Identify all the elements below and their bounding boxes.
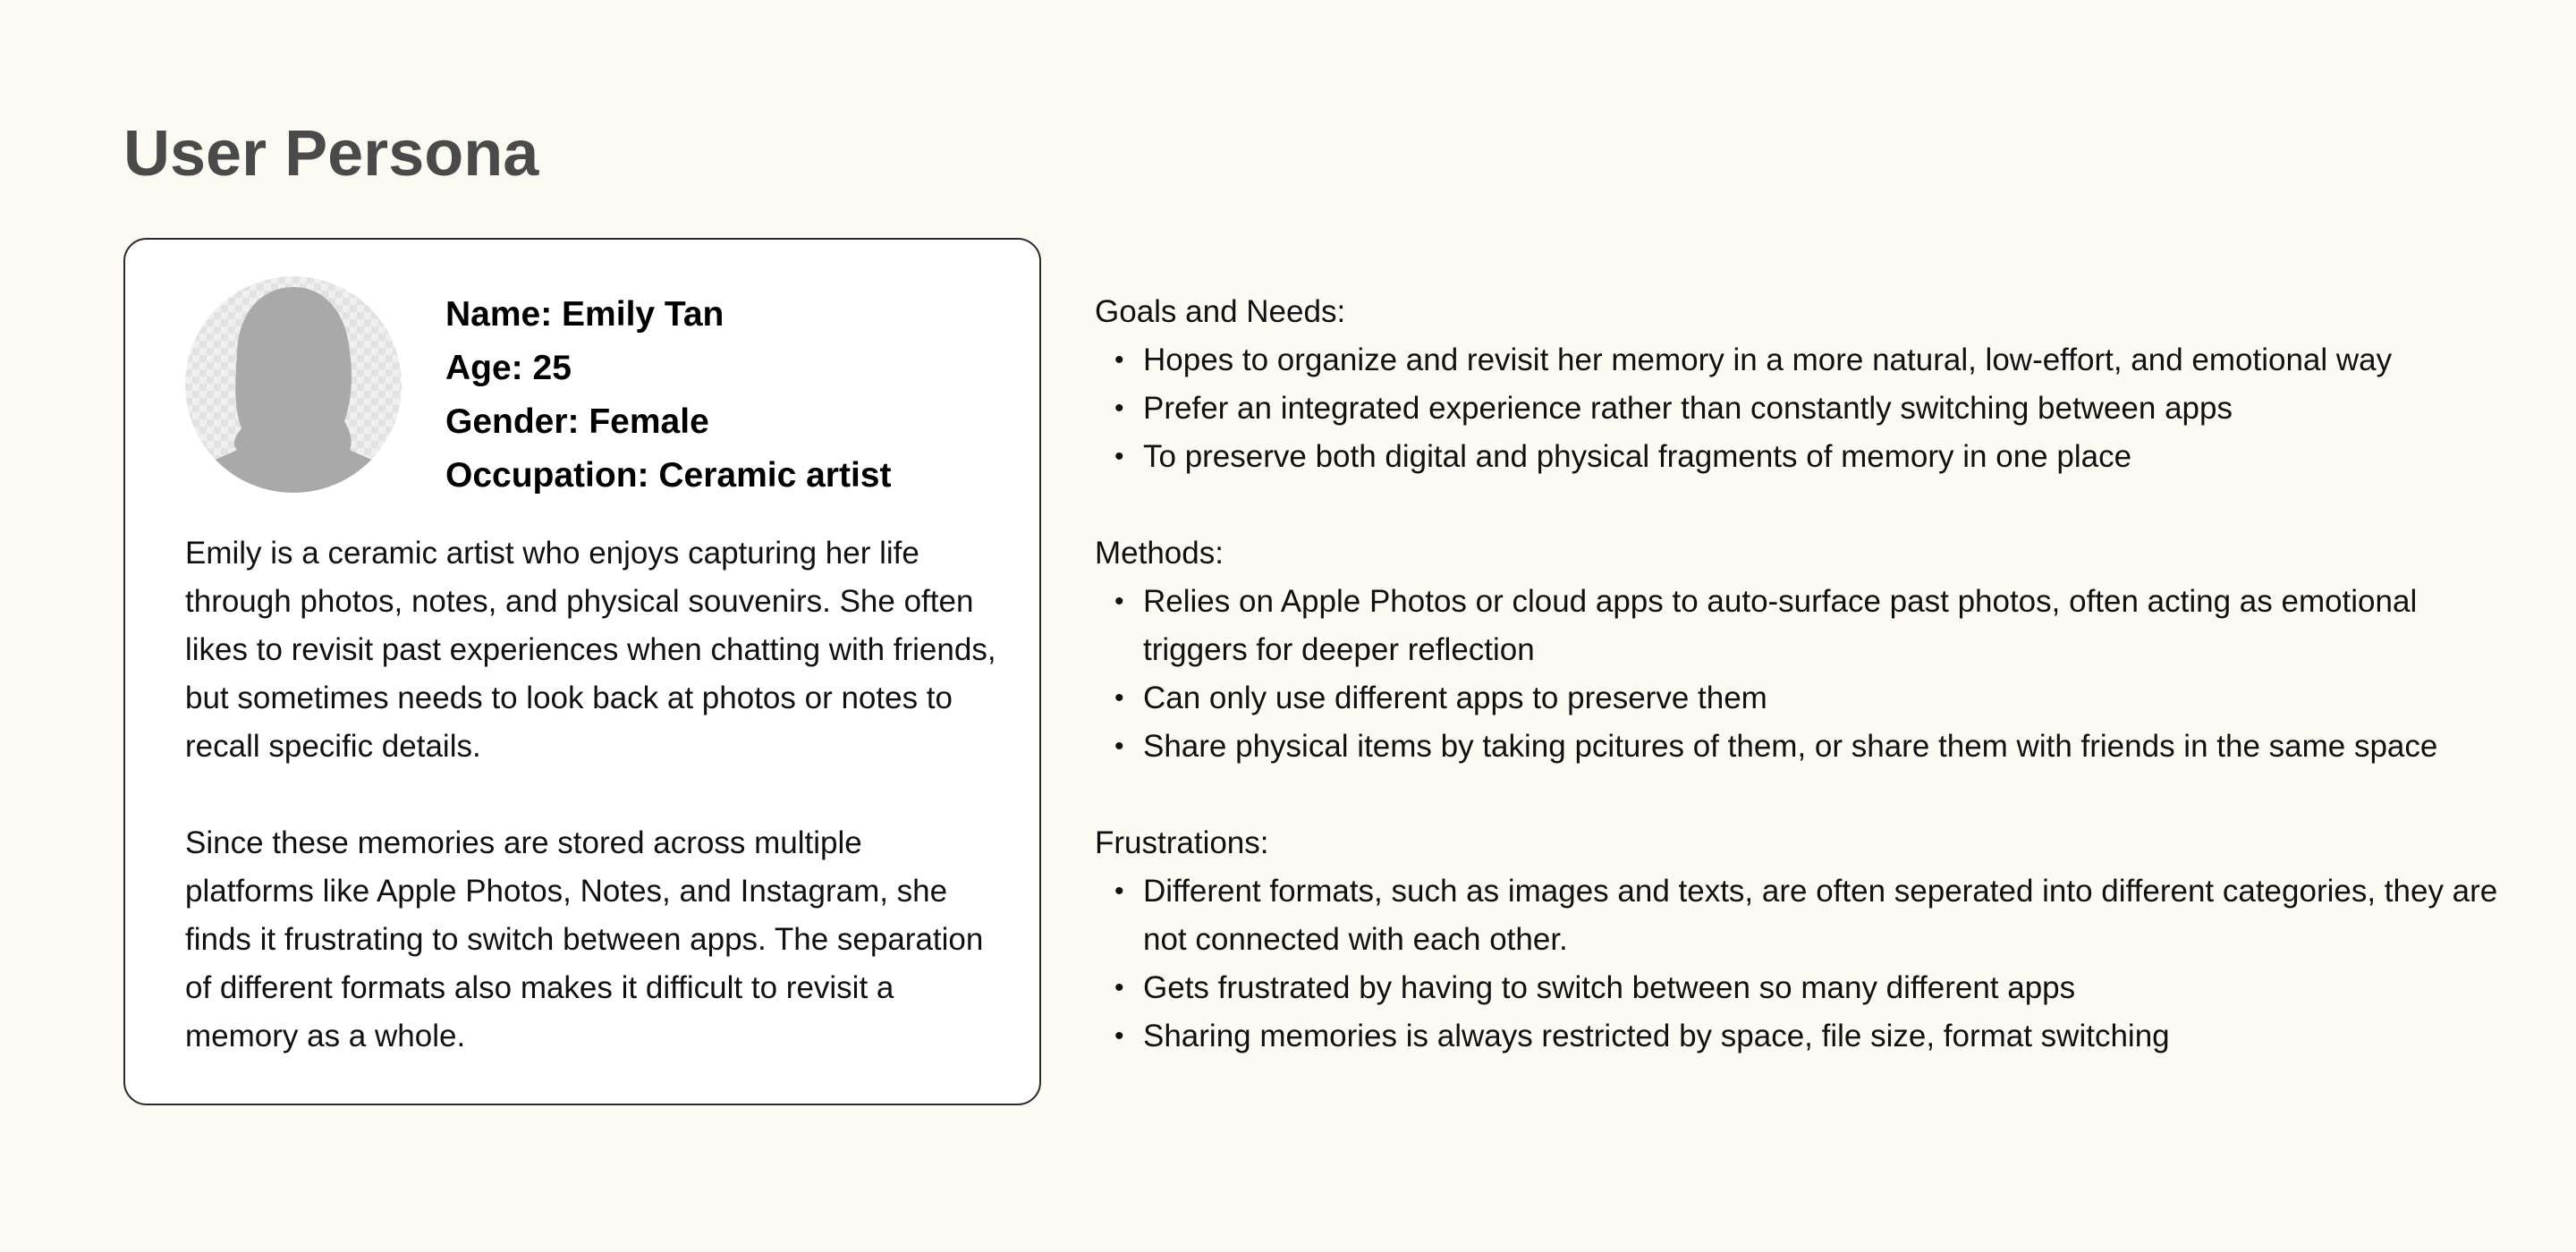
list-item <box>1095 1012 2508 1061</box>
bullet-icon: • <box>1114 393 1124 423</box>
persona-gender: Gender: Female <box>445 402 709 441</box>
list-item-text: Share physical items by taking pcitures of them, or share them with friends in the same space <box>1143 729 2438 764</box>
list-item <box>1095 723 2508 771</box>
bullet-icon: • <box>1114 973 1124 1002</box>
section-heading: Goals and Needs: <box>1095 294 1346 329</box>
persona-name: Name: Emily Tan <box>445 295 724 334</box>
persona-card <box>123 238 1041 1105</box>
section-heading: Methods: <box>1095 536 1224 571</box>
person-silhouette-icon <box>185 276 402 493</box>
list-item-text: Hopes to organize and revisit her memory in a more natural, low-effort, and emotional way <box>1143 343 2393 377</box>
list-item-text: Relies on Apple Photos or cloud apps to auto-surface past photos, often acting as emotional triggers for deeper reflection <box>1143 584 2418 667</box>
list-item-text: Can only use different apps to preserve them <box>1143 681 1767 715</box>
bio-paragraph: Emily is a ceramic artist who enjoys capturing her life through photos, notes, and physical souvenirs. She often likes to revisit past experiences when chatting with friends, but sometimes needs to look back at photos or notes to recall specific details. <box>185 536 996 764</box>
list-item <box>1095 674 2508 723</box>
persona-occupation: Occupation: Ceramic artist <box>445 456 892 495</box>
section-heading: Frustrations: <box>1095 825 1269 860</box>
bullet-icon: • <box>1114 442 1124 471</box>
list-item <box>1095 433 2508 481</box>
persona-bio <box>185 529 999 1109</box>
methods-section <box>1095 529 2508 771</box>
persona-details <box>1095 288 2508 1109</box>
list-item-text: Prefer an integrated experience rather than constantly switching between apps <box>1143 391 2233 426</box>
list-item <box>1095 578 2508 674</box>
bullet-icon: • <box>1114 587 1124 616</box>
bullet-list <box>1095 336 2508 481</box>
list-item <box>1095 867 2508 964</box>
bullet-icon: • <box>1114 732 1124 761</box>
bullet-icon: • <box>1114 683 1124 713</box>
frustrations-section <box>1095 819 2508 1061</box>
list-item-text: Sharing memories is always restricted by space, file size, format switching <box>1143 1019 2170 1053</box>
list-item-text: Gets frustrated by having to switch between so many different apps <box>1143 970 2076 1005</box>
bullet-icon: • <box>1114 1021 1124 1051</box>
list-item-text: Different formats, such as images and texts, are often seperated into different categories, they are not connected with each other. <box>1143 874 2498 957</box>
bullet-icon: • <box>1114 345 1124 375</box>
list-item-text: To preserve both digital and physical fragments of memory in one place <box>1143 439 2132 474</box>
bullet-list <box>1095 578 2508 771</box>
goals-section <box>1095 288 2508 481</box>
list-item <box>1095 964 2508 1012</box>
persona-age: Age: 25 <box>445 349 572 387</box>
list-item <box>1095 385 2508 433</box>
persona-info <box>445 288 891 503</box>
list-item <box>1095 336 2508 385</box>
bullet-list <box>1095 867 2508 1061</box>
bio-paragraph: Since these memories are stored across multiple platforms like Apple Photos, Notes, and Instagram, she finds it frustrating to switch between apps. The separation of different formats also makes it difficult to revisit a memory as a whole. <box>185 825 984 1053</box>
bullet-icon: • <box>1114 876 1124 906</box>
page-title: User Persona <box>123 118 539 190</box>
